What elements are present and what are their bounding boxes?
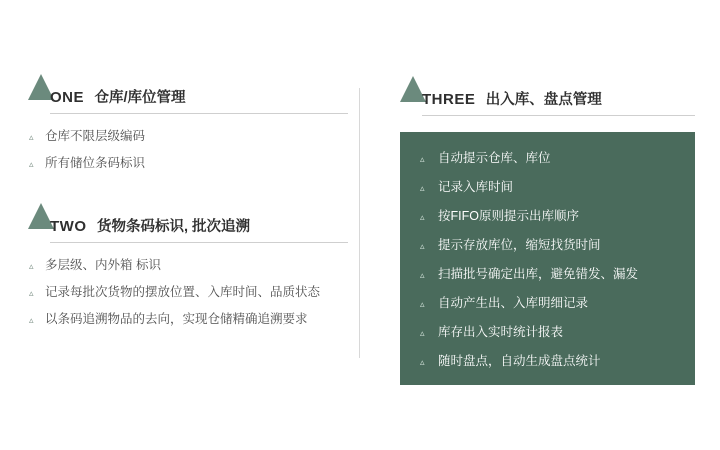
- triangle-bullet-icon: ▵: [420, 299, 425, 309]
- list-item: [420, 295, 675, 311]
- heading-bar: [50, 86, 348, 114]
- list-item-label: 记录每批次货物的摆放位置、入库时间、品质状态: [45, 285, 321, 299]
- section-heading-two: [28, 215, 348, 243]
- list-item: [28, 311, 348, 327]
- list-item: [420, 324, 675, 340]
- section-block-two: [28, 215, 348, 327]
- list-item: [28, 128, 348, 144]
- triangle-bullet-icon: ▵: [420, 183, 425, 193]
- heading-bar: [422, 88, 695, 116]
- list-item: [420, 179, 675, 195]
- triangle-bullet-icon: ▵: [29, 315, 34, 325]
- triangle-bullet-icon: ▵: [420, 328, 425, 338]
- heading-bar: [50, 215, 348, 243]
- list-item-label: 库存出入实时统计报表: [438, 325, 564, 339]
- triangle-bullet-icon: ▵: [29, 132, 34, 142]
- bullet-list-one: [28, 128, 348, 171]
- triangle-bullet-icon: ▵: [29, 159, 34, 169]
- section-number-one: ONE: [50, 89, 85, 106]
- column-divider: [359, 88, 360, 358]
- list-item-label: 所有储位条码标识: [45, 156, 146, 170]
- list-item-label: 扫描批号确定出库，避免错发、漏发: [438, 267, 639, 281]
- list-item-label: 以条码追溯物品的去向，实现仓储精确追溯要求: [45, 312, 308, 326]
- triangle-bullet-icon: ▵: [420, 357, 425, 367]
- triangle-bullet-icon: ▵: [420, 212, 425, 222]
- section-heading-three: [400, 88, 695, 116]
- list-item: [420, 266, 675, 282]
- section-number-three: THREE: [422, 91, 476, 108]
- list-item-label: 仓库不限层级编码: [45, 129, 146, 143]
- features-panel: [400, 132, 695, 385]
- list-item: [420, 150, 675, 166]
- triangle-bullet-icon: ▵: [420, 270, 425, 280]
- bullet-list-three: [420, 150, 675, 369]
- section-heading-one: [28, 86, 348, 114]
- list-item: [28, 257, 348, 273]
- list-item: [28, 155, 348, 171]
- list-item: [420, 237, 675, 253]
- list-item-label: 自动产生出、入库明细记录: [438, 296, 589, 310]
- list-item: [420, 353, 675, 369]
- list-item-label: 随时盘点，自动生成盘点统计: [438, 354, 601, 368]
- bullet-list-two: [28, 257, 348, 327]
- section-title-two: 货物条码标识, 批次追溯: [96, 219, 251, 235]
- triangle-bullet-icon: ▵: [29, 288, 34, 298]
- list-item-label: 提示存放库位，缩短找货时间: [438, 238, 601, 252]
- list-item-label: 多层级、内外箱 标识: [45, 258, 161, 272]
- triangle-bullet-icon: ▵: [420, 154, 425, 164]
- list-item-label: 记录入库时间: [438, 180, 514, 194]
- list-item: [28, 284, 348, 300]
- list-item-label: 自动提示仓库、库位: [438, 151, 551, 165]
- triangle-bullet-icon: ▵: [29, 261, 34, 271]
- section-title-one: 仓库/库位管理: [94, 90, 186, 106]
- list-item: [420, 208, 675, 224]
- list-item-label: 按FIFO原则提示出库顺序: [438, 209, 579, 223]
- triangle-bullet-icon: ▵: [420, 241, 425, 251]
- section-number-two: TWO: [50, 218, 87, 235]
- right-column: [400, 88, 695, 385]
- section-title-three: 出入库、盘点管理: [485, 92, 602, 108]
- left-column: [28, 86, 348, 338]
